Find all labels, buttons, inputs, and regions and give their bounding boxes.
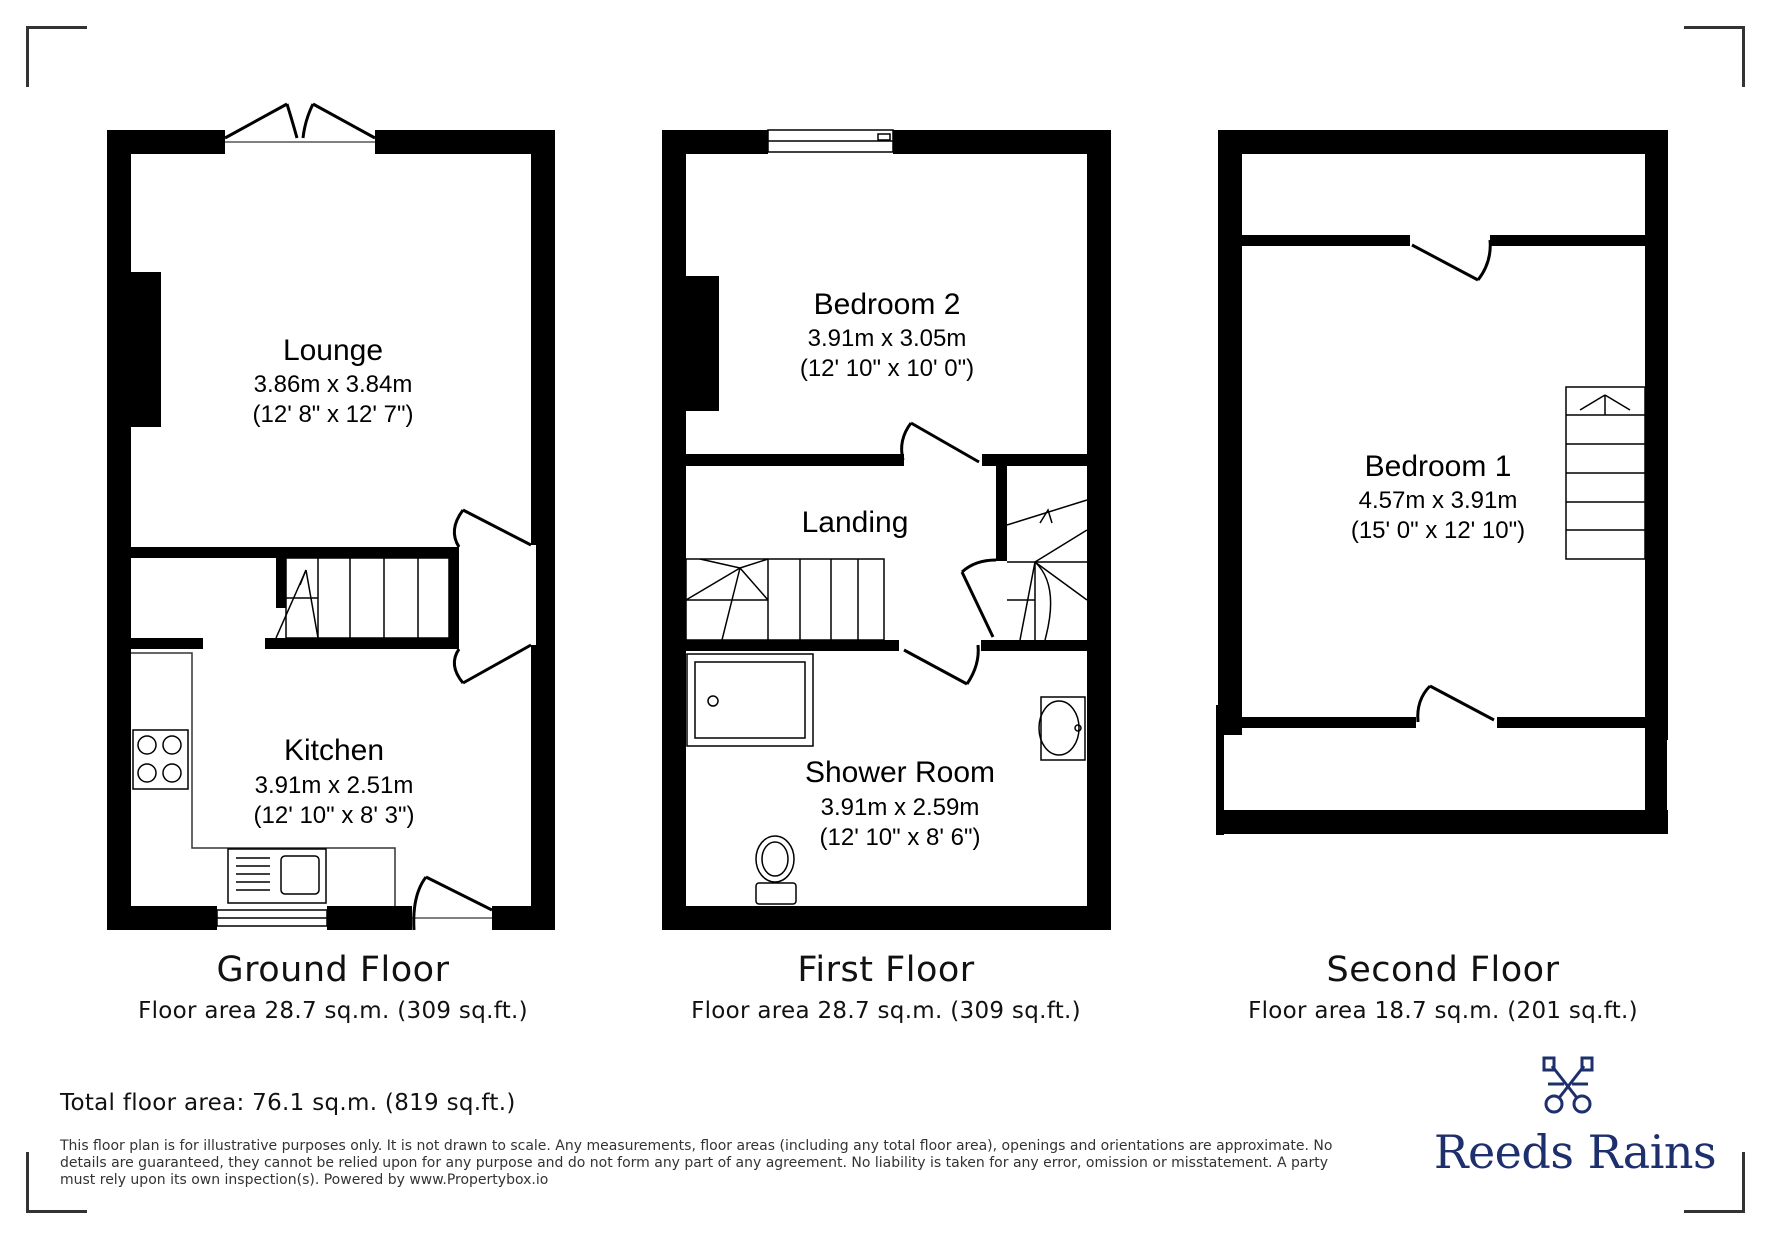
kitchen-window [217,910,327,926]
second-floor-stairs [1566,387,1645,559]
room-name-shower-room: Shower Room [804,756,996,789]
room-metric-shower-room: 3.91m x 2.59m [820,794,980,821]
brand-name: Reeds Rains [1433,1125,1717,1179]
basin-icon [1039,697,1085,760]
kitchen-back-door [412,877,492,930]
room-metric-kitchen: 3.91m x 2.51m [254,772,414,799]
bedroom-1-bottom-door [1418,686,1494,722]
lounge-hall-door [454,510,536,683]
floor-title-second: Second Floor [1326,950,1560,990]
floor-area-ground: Floor area 28.7 sq.m. (309 sq.ft.) [138,998,528,1024]
bedroom-2-window [768,130,893,152]
bedroom-2-door [902,423,979,462]
room-imperial-shower-room: (12' 10" x 8' 6") [819,824,981,851]
floor-area-first: Floor area 28.7 sq.m. (309 sq.ft.) [691,998,1081,1024]
room-name-lounge: Lounge [282,334,384,367]
disclaimer-text: This floor plan is for illustrative purposes only. It is not drawn to scale. Any measurements, floor areas (including any total floor area), openings and orientations are approximate. No details are guaranteed, they cannot be relied upon for any purpose and do not form any part of any agreement. No liability is taken for any error, omission or misstatement. A party must rely upon its own inspection(s). Powered by www.Propertybox.io [60,1138,1333,1188]
room-imperial-lounge: (12' 8" x 12' 7") [252,401,414,428]
first-floor-stairs [686,559,884,640]
bedroom-1-top-door [1412,240,1490,280]
room-imperial-kitchen: (12' 10" x 8' 3") [253,802,415,829]
room-metric-bedroom-1: 4.57m x 3.91m [1358,487,1518,514]
ground-floor-stairs [276,558,449,638]
lounge-french-doors [225,104,375,142]
shower-room-door [904,645,978,684]
second-floor-plan [1216,130,1668,835]
room-metric-lounge: 3.86m x 3.84m [253,371,413,398]
room-metric-bedroom-2: 3.91m x 3.05m [807,325,967,352]
room-name-landing: Landing [801,506,909,539]
hob-icon [133,730,188,789]
sink-icon [228,849,326,903]
total-floor-area: Total floor area: 76.1 sq.m. (819 sq.ft.) [60,1090,516,1116]
cupboard-door [962,560,996,637]
room-imperial-bedroom-1: (15' 0" x 12' 10") [1350,517,1526,544]
first-floor-plan [662,130,1111,930]
floor-area-second: Floor area 18.7 sq.m. (201 sq.ft.) [1248,998,1638,1024]
shower-tray-icon [687,654,813,746]
cupboard-stairs [1007,500,1087,640]
room-name-bedroom-2: Bedroom 2 [813,288,961,321]
toilet-icon [756,836,796,904]
room-name-kitchen: Kitchen [283,734,385,767]
ground-floor-plan [107,104,555,930]
floor-title-first: First Floor [797,950,975,990]
room-name-bedroom-1: Bedroom 1 [1364,450,1512,483]
floor-title-ground: Ground Floor [216,950,450,990]
brand-logo [1430,1065,1720,1179]
room-imperial-bedroom-2: (12' 10" x 10' 0") [799,355,975,382]
